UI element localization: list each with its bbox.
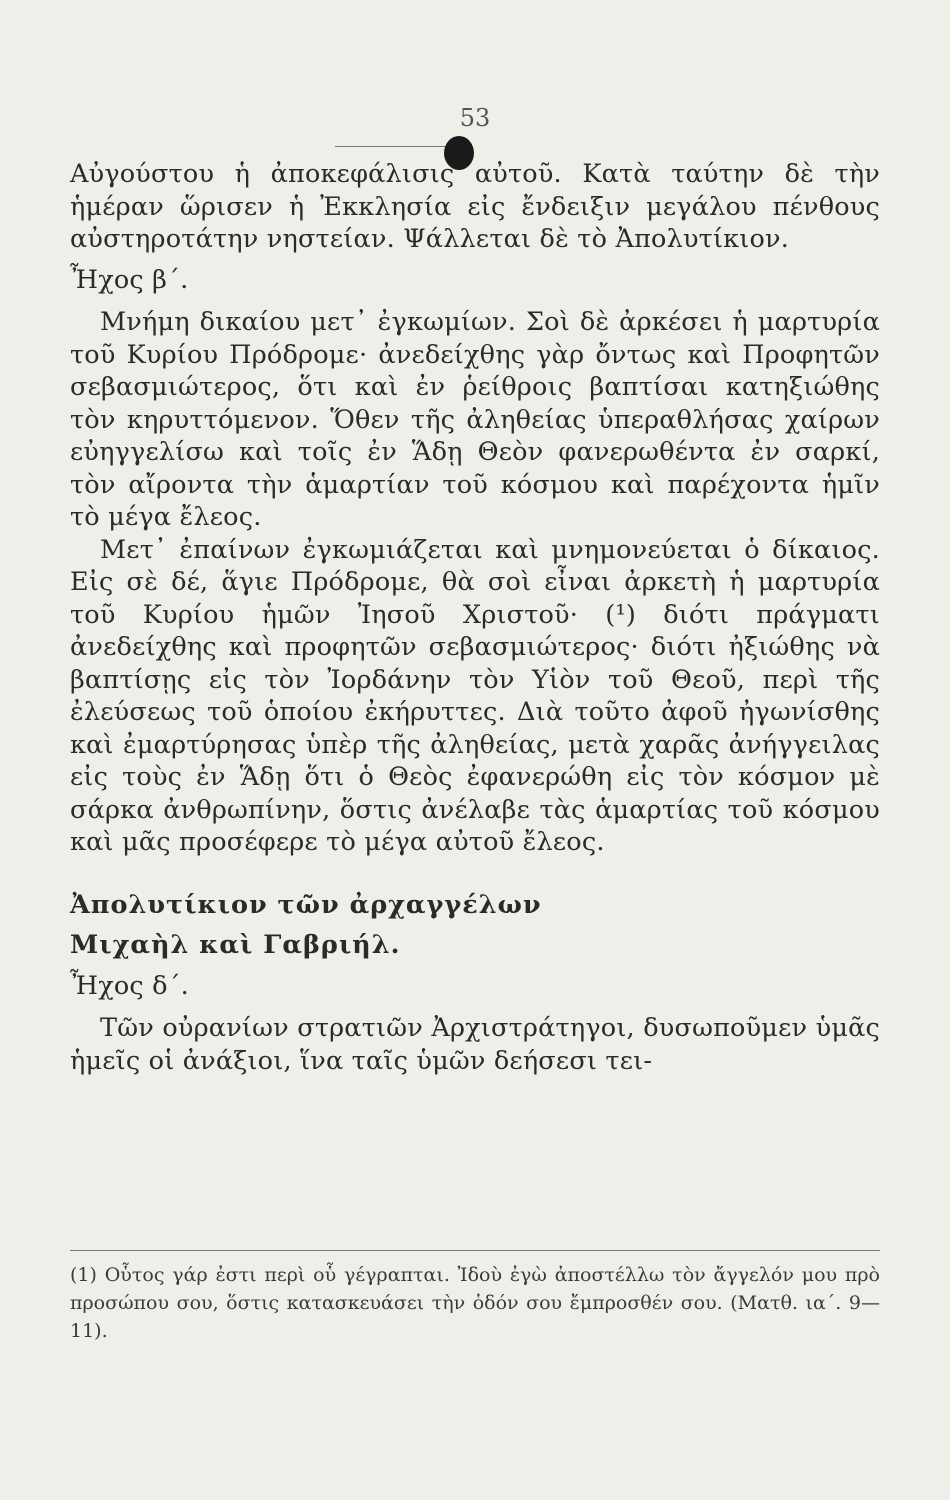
footnote: (1) Οὗτος γάρ ἐστι περὶ οὗ γέγραπται. Ἰδοὺ ἐγὼ ἀποστέλλω τὸν ἄγγελόν μου πρὸ προσώπου σου, ὅστις κατασκευάσει τὴν ὁδόν σου ἔμπροσθέν σου. (Ματθ. ια΄. 9—11). [70,1264,880,1342]
footnote-section [70,1250,880,1345]
section-heading-line2: Μιχαὴλ καὶ Γαβριήλ. [70,930,401,960]
page-number: 53 [459,104,491,132]
tone-heading-2: Ἦχος δ΄. [70,970,189,1001]
tone-heading: Ἦχος β΄. [70,264,189,295]
paragraph-final: Τῶν οὐρανίων στρατιῶν Ἀρχιστράτηγοι, δυσωποῦμεν ὑμᾶς ἡμεῖς οἱ ἀνάξιοι, ἵνα ταῖς ὑμῶν δεήσεσι τει- [70,1013,880,1076]
header-rule [335,146,455,147]
paragraph-hymn: Μνήμη δικαίου μετ᾽ ἐγκωμίων. Σοὶ δὲ ἀρκέσει ἡ μαρτυρία τοῦ Κυρίου Πρόδρομε· ἀνεδείχθης γὰρ ὄντως καὶ Προφητῶν σεβασμιώτερος, ὅτι καὶ ἐν ῥείθροις βαπτίσαι κατηξιώθης τὸν κηρυττόμενον. Ὅθεν τῆς ἀληθείας ὑπεραθλήσας χαίρων εὐηγγελίσω καὶ τοῖς ἐν Ἅδῃ Θεὸν φανερωθέντα ἐν σαρκί, τὸν αἴροντα τὴν ἁμαρτίαν τοῦ κόσμου καὶ παρέχοντα ἡμῖν τὸ μέγα ἔλεος. [70,307,880,532]
paragraph-intro: Αὐγούστου ἡ ἀποκεφάλισις αὐτοῦ. Κατὰ ταύτην δὲ τὴν ἡμέραν ὥρισεν ἡ Ἐκκλησία εἰς ἔνδειξιν μεγάλου πένθους αὐστηροτάτην νηστείαν. Ψάλλεται δὲ τὸ Ἀπολυτίκιον. [70,159,880,254]
section-heading-line1: Ἀπολυτίκιον τῶν ἀρχαγγέλων [70,889,542,920]
main-text [70,158,880,1077]
paragraph-commentary: Μετ᾽ ἐπαίνων ἐγκωμιάζεται καὶ μνημονεύεται ὁ δίκαιος. Εἰς σὲ δέ, ἅγιε Πρόδρομε, θὰ σοὶ εἶναι ἀρκετὴ ἡ μαρτυρία τοῦ Κυρίου ἡμῶν Ἰησοῦ Χριστοῦ· (¹) διότι πράγματι ἀνεδείχθης καὶ προφητῶν σεβασμιώτερος· διότι ἠξιώθης νὰ βαπτίσῃς εἰς τὸν Ἰορδάνην τὸν Υἱὸν τοῦ Θεοῦ, περὶ τῆς ἐλεύσεως τοῦ ὁποίου ἐκήρυττες. Διὰ τοῦτο ἀφοῦ ἠγωνίσθης καὶ ἐμαρτύρησας ὑπὲρ τῆς ἀληθείας, μετὰ χαρᾶς ἀνήγγειλας εἰς τοὺς ἐν Ἅδῃ ὅτι ὁ Θεὸς ἐφανερώθη εἰς τὸν κόσμον μὲ σάρκα ἀνθρωπίνην, ὅστις ἀνέλαβε τὰς ἁμαρτίας τοῦ κόσμου καὶ μᾶς προσέφερε τὸ μέγα αὐτοῦ ἔλεος. [70,534,880,857]
